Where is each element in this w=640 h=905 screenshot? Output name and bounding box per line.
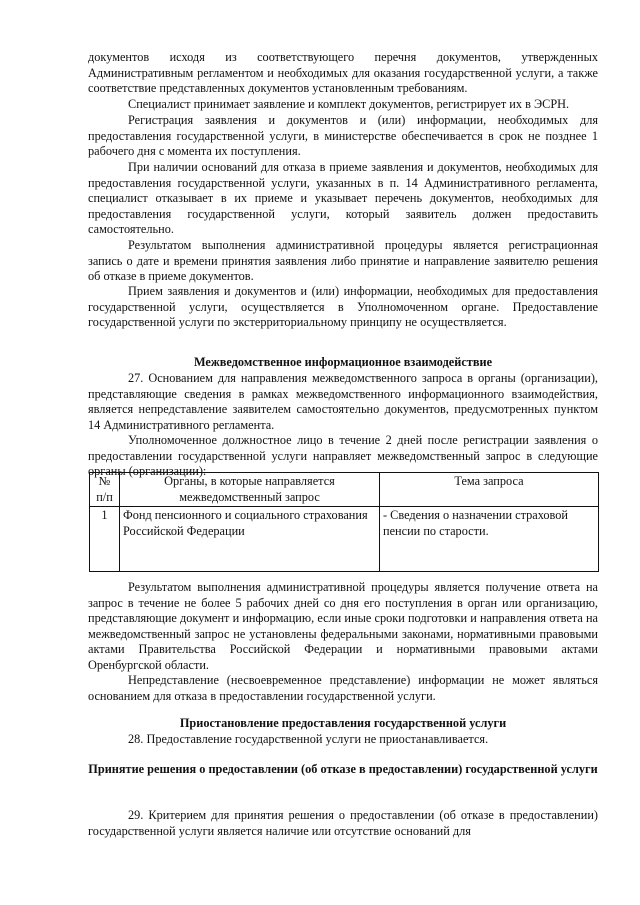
column-header-number: № п/п [90, 473, 120, 507]
body-paragraph: При наличии оснований для отказа в приеме заявления и документов, необходимых для предоставления государственной услуги, указанных в п. 14 Административного регламента, специалист отказывает в их приеме и указывает перечень документов, необходимых для предоставления государственной услуги, который заявитель должен предоставить самостоятельно. [88, 160, 598, 236]
body-paragraph: 29. Критерием для принятия решения о предоставлении (об отказе в предоставлении) государственной услуги является наличие или отсутствие оснований для [88, 808, 598, 838]
body-paragraph: Результатом выполнения административной процедуры является регистрационная запись о дате и времени принятия заявления либо принятие и направление заявителю решения об отказе в приеме документов. [88, 238, 598, 283]
body-paragraph: Специалист принимает заявление и комплект документов, регистрирует их в ЭСРН. [128, 97, 570, 111]
body-paragraph: Прием заявления и документов и (или) информации, необходимых для предоставления государственной услуги, осуществляется в Уполномоченном органе. Предоставление государственной услуги по экстерриториальному принципу не осуществляется. [88, 284, 598, 329]
body-paragraph: 27. Основанием для направления межведомственного запроса в органы (организации), представляющие сведения в рамках межведомственного информационного взаимодействия, является непредставление заявителем самостоятельно документов, предусмотренных пунктом 14 Административного регламента. [88, 371, 598, 432]
body-paragraph: Результатом выполнения административной процедуры является получение ответа на запрос в течение не более 5 рабочих дней со дня его поступления в орган или организацию, представляющие документ и информацию, если иные сроки подготовки и направления ответа на межведомственный запрос не установлены федеральными законами, нормативными правовыми актами Правительства Российской Федерации и нормативными правовыми актами Оренбургской области. [88, 580, 598, 672]
body-paragraph: 28. Предоставление государственной услуги не приостанавливается. [128, 732, 489, 746]
row-number-cell: 1 [90, 507, 120, 572]
column-header-topic: Тема запроса [380, 473, 599, 507]
section-heading: Принятие решения о предоставлении (об отказе в предоставлении) государственной услуги [88, 762, 598, 776]
body-paragraph: документов исходя из соответствующего перечня документов, утвержденных Административным регламентом и необходимых для оказания государственной услуги, а также соответствие представленных документов установленным требованиям. [88, 50, 598, 95]
section-heading: Приостановление предоставления государственной услуги [179, 716, 507, 730]
request-topic-cell: - Сведения о назначении страховой пенсии по старости. [380, 507, 599, 572]
organization-cell: Фонд пенсионного и социального страхования Российской Федерации [120, 507, 380, 572]
body-paragraph: Регистрация заявления и документов и (или) информации, необходимых для предоставления государственной услуги, в министерстве обеспечивается в срок не позднее 1 рабочего дня с момента их поступления. [88, 113, 598, 158]
table-row [90, 507, 599, 572]
body-paragraph: Уполномоченное должностное лицо в течение 2 дней после регистрации заявления о предоставлении государственной услуги направляет межведомственный запрос в следующие органы (организации): [88, 433, 598, 478]
column-header-organizations: Органы, в которые направляется межведомственный запрос [120, 473, 380, 507]
section-heading: Межведомственное информационное взаимодействие [193, 355, 493, 369]
table-header-row [90, 473, 599, 507]
interagency-requests-table [89, 472, 599, 572]
body-paragraph: Непредставление (несвоевременное представление) информации не может являться основанием для отказа в предоставлении государственной услуги. [88, 673, 598, 703]
